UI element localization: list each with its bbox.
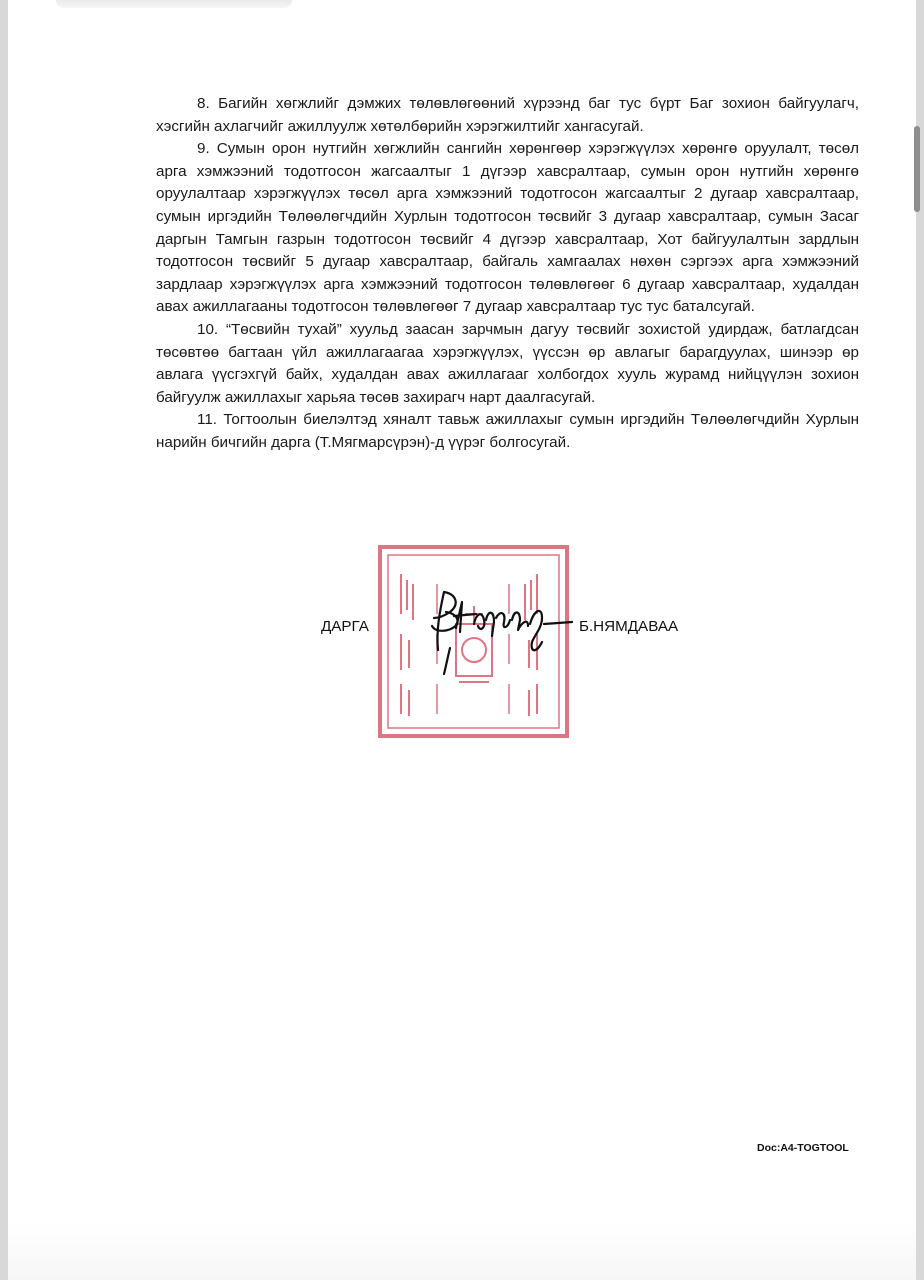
previous-page-edge <box>56 0 292 8</box>
paragraph-9: 9. Сумын орон нутгийн хөгжлийн сангийн хөрөнгөөр хэрэгжүүлэх хөрөнгө оруулалт, төсөл арга хэмжээний тодотгосон жагсаалтыг 1 дүгээр хавсралтаар, сумын орон нутгийн хөрөнгө оруулалтаар хэрэгжүүлэх төсөл арга хэмжээний тодотгосон жагсаалтыг 2 дугаар хавсралтаар, сумын иргэдийн Төлөөлөгчдийн Хурлын тодотгосон төсвийг 3 дугаар хавсралтаар, сумын Засаг даргын Тамгын газрын тодотгосон төсвийг 4 дүгээр хавсралтаар, Хот байгуулалтын зардлын тодотгосон төсвийг 5 дугаар хавсралтаар, байгаль хамгаалах нөхөн сэргээх арга хэмжээний зардлаар хэрэгжүүлэх арга хэмжээний тодотгосон төлөвлөгөөг 6 дугаар хавсралтаар, худалдан авах ажиллагааны тодотгосон төлөвлөгөөг 7 дугаар хавсралтаар тус тус баталсугай. <box>156 140 859 316</box>
signatory-title: ДАРГА <box>321 618 369 635</box>
document-code: Doc:A4-TOGTOOL <box>757 1142 849 1154</box>
paragraph-8: 8. Багийн хөгжлийг дэмжих төлөвлөгөөний хүрээнд баг тус бүрт Баг зохион байгуулагч, хэсгийн ахлагчийг ажиллуулж хөтөлбөрийн хэрэгжилтийг хангасугай. <box>156 95 859 135</box>
paragraph-11: 11. Тогтоолын биелэлтэд хяналт тавьж ажиллахыг сумын иргэдийн Төлөөлөгчдийн Хурлын нарийн бичгийн дарга (Т.Мягмарсүрэн)-д үүрэг болгосугай. <box>156 411 859 451</box>
page-bottom-shade <box>8 1220 916 1280</box>
handwritten-signature <box>416 580 576 680</box>
signatory-name: Б.НЯМДАВАА <box>579 618 679 635</box>
resolution-body <box>156 93 859 455</box>
signature-block <box>308 540 728 750</box>
vertical-scrollbar[interactable] <box>914 126 920 212</box>
document-page <box>8 0 916 1280</box>
paragraph-10: 10. “Төсвийн тухай” хуульд заасан зарчмын дагуу төсвийг зохистой удирдаж, батлагдсан төсөвтөө багтаан үйл ажиллагаагаа хэрэгжүүлэх, үүссэн өр авлагыг барагдуулах, шинээр өр авлага үүсгэхгүй байх, худалдан авах ажиллагааг холбогдох хууль журамд нийцүүлэн зохион байгуулж ажиллахыг харьяа төсөв захирагч нарт даалгасугай. <box>156 320 859 406</box>
